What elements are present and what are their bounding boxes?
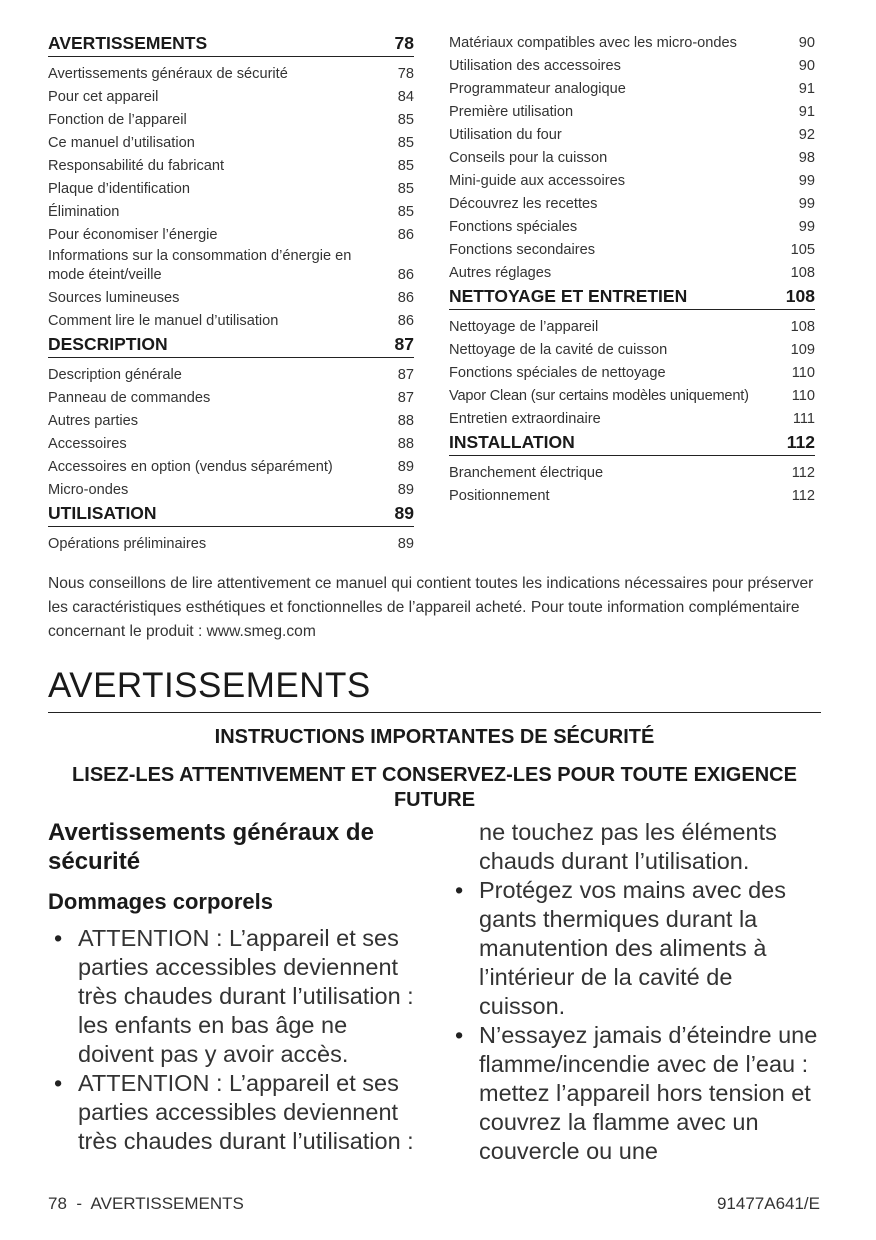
toc-entry[interactable] [449, 99, 815, 122]
toc-right-column [449, 30, 815, 506]
toc-heading-text: AVERTISSEMENTS [48, 33, 208, 53]
toc-entry-page: 84 [397, 89, 414, 105]
toc-entry-page: 108 [790, 319, 815, 335]
toc-entry-page: 108 [790, 265, 815, 281]
toc-entry-page: 86 [397, 313, 414, 329]
toc-entry-page: 89 [397, 482, 414, 498]
toc-entry-text: Plaque d’identification [48, 181, 190, 197]
toc-entry[interactable] [449, 30, 815, 53]
warning-item: • ATTENTION : L’appareil et ses parties accessibles deviennent très chaudes durant l’utilisation : [48, 1069, 424, 1156]
toc-entry[interactable] [449, 168, 815, 191]
toc-entry-page: 85 [397, 135, 414, 151]
toc-entry-page: 90 [798, 35, 815, 51]
toc-entry-text: Matériaux compatibles avec les micro-ondes [449, 35, 737, 51]
toc-entry[interactable] [48, 431, 414, 454]
intro-paragraph: Nous conseillons de lire attentivement ce manuel qui contient toutes les indications nécessaires pour préserver les caractéristiques esthétiques et fonctionnelles de l’appareil acheté. Pour toute information complémentaire concernant le produit : www.smeg.com [48, 575, 814, 640]
toc-entry-page: 110 [791, 365, 815, 381]
toc-heading-page: 112 [786, 432, 815, 452]
toc-entry-page: 91 [798, 81, 815, 97]
toc-section-heading[interactable] [48, 333, 414, 358]
toc-entry[interactable] [48, 61, 414, 84]
toc-entry-text: Élimination [48, 204, 120, 220]
toc-entry-text: Fonctions secondaires [449, 242, 596, 258]
toc-entry-page: 85 [397, 158, 414, 174]
toc-section-heading[interactable] [48, 502, 414, 527]
toc-entry-text: Informations sur la consommation d’énergie en mode éteint/veille [48, 248, 352, 283]
toc-entry[interactable] [48, 153, 414, 176]
toc-entry-page: 92 [798, 127, 815, 143]
toc-entry-text: Comment lire le manuel d’utilisation [48, 313, 279, 329]
toc-entry-page: 86 [397, 267, 414, 283]
toc-entry-text: Mini-guide aux accessoires [449, 173, 626, 189]
toc-entry-text: Pour cet appareil [48, 89, 159, 105]
toc-entry[interactable] [48, 385, 414, 408]
toc-entry-text: Vapor Clean (sur certains modèles uniquement) [449, 388, 749, 404]
toc-entry[interactable] [48, 454, 414, 477]
toc-entry-text: Fonctions spéciales de nettoyage [449, 365, 666, 381]
toc-entry-page: 112 [791, 465, 815, 481]
toc-entry[interactable] [449, 337, 815, 360]
toc-entry-page: 90 [798, 58, 815, 74]
toc-entry-page: 88 [397, 436, 414, 452]
toc-entry-text: Fonctions spéciales [449, 219, 578, 235]
toc-entry[interactable] [48, 199, 414, 222]
toc-entry-text: Autres parties [48, 413, 139, 429]
toc-entry[interactable] [449, 406, 815, 429]
toc-entry[interactable] [48, 531, 414, 554]
toc-entry[interactable] [48, 285, 414, 308]
toc-entry-text: Panneau de commandes [48, 390, 211, 406]
toc-entry[interactable] [48, 84, 414, 107]
toc-entry-page: 85 [397, 181, 414, 197]
toc-entry-text: Branchement électrique [449, 465, 604, 481]
toc-entry[interactable] [48, 477, 414, 500]
warning-item: • N’essayez jamais d’éteindre une flamme/incendie avec de l’eau : mettez l’appareil hors tension et couvrez la flamme avec un couvercle ou une [449, 1021, 819, 1166]
toc-heading-page: 78 [394, 33, 414, 53]
toc-section-heading[interactable] [48, 32, 414, 57]
toc-entry[interactable] [48, 308, 414, 331]
footer-page-label: 78 - AVERTISSEMENTS [48, 1194, 244, 1213]
page-title: AVERTISSEMENTS [48, 664, 821, 713]
toc-entry-text: Conseils pour la cuisson [449, 150, 608, 166]
toc-heading-text: UTILISATION [48, 503, 157, 523]
body-right-column [449, 818, 819, 1166]
toc-entry-page: 105 [790, 242, 815, 258]
toc-entry-text: Micro-ondes [48, 482, 129, 498]
warning-list [449, 876, 819, 1166]
keep-instructions-heading: LISEZ-LES ATTENTIVEMENT ET CONSERVEZ-LES POUR TOUTE EXIGENCE FUTURE [72, 764, 797, 811]
toc-entry-text: Positionnement [449, 488, 550, 504]
toc-section-heading[interactable] [449, 285, 815, 310]
toc-entry-text: Entretien extraordinaire [449, 411, 601, 427]
toc-heading-page: 108 [785, 286, 815, 306]
toc-entry[interactable] [449, 53, 815, 76]
toc-entry[interactable] [48, 362, 414, 385]
toc-entry-page: 111 [792, 411, 815, 427]
toc-entry-text: Autres réglages [449, 265, 552, 281]
toc-entry[interactable] [449, 237, 815, 260]
toc-entry-text: Responsabilité du fabricant [48, 158, 225, 174]
toc-entry[interactable] [449, 360, 815, 383]
warning-list [48, 924, 424, 1156]
toc-entry-text: Programmateur analogique [449, 81, 626, 97]
toc-entry-page: 85 [397, 204, 414, 220]
toc-entry[interactable] [449, 122, 815, 145]
toc-entry-text: Fonction de l’appareil [48, 112, 187, 128]
toc-entry-text: Description générale [48, 367, 182, 383]
safety-instructions-heading: INSTRUCTIONS IMPORTANTES DE SÉCURITÉ [214, 726, 655, 748]
toc-entry-text: Utilisation des accessoires [449, 58, 621, 74]
toc-entry-page: 85 [397, 112, 414, 128]
toc-entry-page: 99 [798, 196, 815, 212]
toc-entry-text: Ce manuel d’utilisation [48, 135, 195, 151]
toc-entry[interactable] [48, 408, 414, 431]
toc-entry-page: 78 [397, 66, 414, 82]
toc-entry-text: Utilisation du four [449, 127, 562, 143]
toc-entry[interactable] [449, 314, 815, 337]
toc-entry-page: 99 [798, 173, 815, 189]
section-heading: Avertissements généraux de sécurité [48, 819, 374, 875]
toc-entry-text: Nettoyage de l’appareil [449, 319, 599, 335]
toc-entry-text: Accessoires [48, 436, 127, 452]
toc-heading-text: INSTALLATION [449, 432, 575, 452]
toc-entry[interactable] [48, 130, 414, 153]
toc-entry-page: 110 [791, 388, 815, 404]
toc-entry-text: Découvrez les recettes [449, 196, 598, 212]
toc-entry[interactable] [449, 145, 815, 168]
toc-entry-text: Avertissements généraux de sécurité [48, 66, 288, 82]
toc-entry[interactable] [449, 460, 815, 483]
toc-section-heading[interactable] [449, 431, 815, 456]
toc-heading-page: 89 [394, 503, 414, 523]
toc-entry-text: Première utilisation [449, 104, 574, 120]
toc-entry[interactable] [449, 483, 815, 506]
warning-item: • ATTENTION : L’appareil et ses parties accessibles deviennent très chaudes durant l’utilisation : les enfants en bas âge ne doivent pas y avoir accès. [48, 924, 424, 1069]
toc-entry-page: 86 [397, 290, 414, 306]
toc-entry-page: 98 [798, 150, 815, 166]
footer-document-code: 91477A641/E [716, 1194, 820, 1213]
continued-text: ne touchez pas les éléments chauds durant l’utilisation. [479, 819, 777, 874]
toc-entry-text: Accessoires en option (vendus séparément) [48, 459, 333, 475]
toc-entry-text: Sources lumineuses [48, 290, 180, 306]
toc-entry-page: 87 [397, 367, 414, 383]
toc-entry-text: Nettoyage de la cavité de cuisson [449, 342, 668, 358]
toc-heading-page: 87 [394, 334, 414, 354]
toc-entry-page: 88 [397, 413, 414, 429]
toc-entry-text: Pour économiser l’énergie [48, 227, 218, 243]
toc-entry-text: Opérations préliminaires [48, 536, 207, 552]
toc-entry-page: 86 [397, 227, 414, 243]
body-left-column [48, 818, 424, 1156]
subsection-heading: Dommages corporels [48, 889, 273, 914]
toc-entry[interactable] [48, 176, 414, 199]
toc-entry[interactable] [48, 222, 414, 245]
toc-entry-page: 89 [397, 459, 414, 475]
toc-entry[interactable] [449, 214, 815, 237]
toc-entry[interactable] [48, 107, 414, 130]
toc-entry-page: 87 [397, 390, 414, 406]
toc-entry-page: 99 [798, 219, 815, 235]
toc-entry[interactable] [449, 260, 815, 283]
toc-entry[interactable] [48, 245, 414, 285]
toc-entry[interactable] [449, 76, 815, 99]
toc-heading-text: DESCRIPTION [48, 334, 168, 354]
toc-entry[interactable] [449, 383, 815, 406]
toc-entry-page: 112 [791, 488, 815, 504]
toc-entry[interactable] [449, 191, 815, 214]
toc-heading-text: NETTOYAGE ET ENTRETIEN [449, 286, 688, 306]
warning-item: • Protégez vos mains avec des gants thermiques durant la manutention des aliments à l’intérieur de la cavité de cuisson. [449, 876, 819, 1021]
toc-entry-page: 91 [798, 104, 815, 120]
toc-entry-page: 109 [790, 342, 815, 358]
toc-left-column [48, 30, 414, 554]
toc-entry-page: 89 [397, 536, 414, 552]
